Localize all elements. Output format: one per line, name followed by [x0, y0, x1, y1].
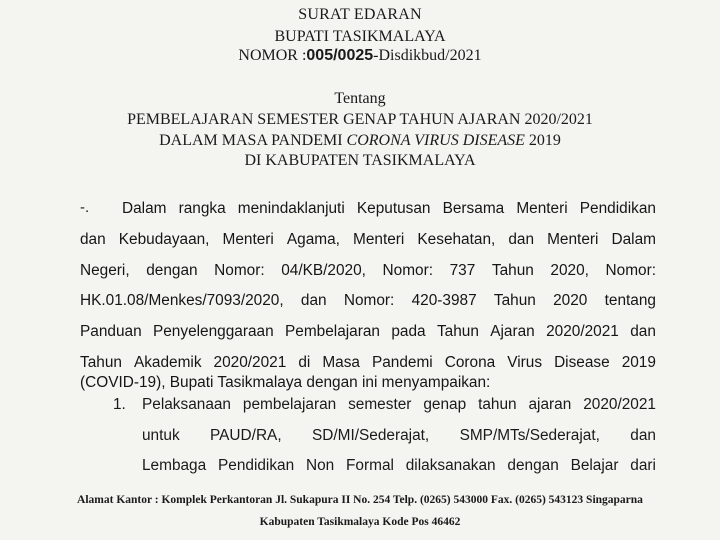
paragraph-line: Negeri, dengan Nomor: 04/KB/2020, Nomor: 737 Tahun 2020, Nomor: [80, 262, 656, 279]
subject-line-2-prefix: DALAM MASA PANDEMI [159, 132, 347, 149]
list-item-line: Pelaksanaan pembelajaran semester genap tahun ajaran 2020/2021 [142, 396, 656, 413]
list-item-number: 1. [113, 396, 126, 413]
subject-line-1: PEMBELAJARAN SEMESTER GENAP TAHUN AJARAN 2020/2021 [127, 111, 593, 128]
subject-line-2-suffix: 2019 [524, 132, 561, 149]
letter-title: SURAT EDARAN [298, 6, 422, 23]
subject-line-3: DI KABUPATEN TASIKMALAYA [244, 152, 476, 169]
list-item-line: Lembaga Pendidikan Non Formal dilaksanakan dengan Belajar dari [142, 457, 656, 474]
subject-line-2 [0, 132, 720, 150]
footer-city: Kabupaten Tasikmalaya Kode Pos 46462 [259, 516, 461, 528]
paragraph-marker: -. [80, 199, 90, 216]
issuer: BUPATI TASIKMALAYA [274, 28, 446, 45]
subject-line-2-italic: CORONA VIRUS DISEASE [346, 132, 525, 149]
nomor-label: NOMOR : [238, 47, 307, 64]
paragraph-line: Panduan Penyelenggaraan Pembelajaran pada Tahun Ajaran 2020/2021 dan [80, 323, 656, 340]
footer-address: Alamat Kantor : Komplek Perkantoran Jl. Sukapura II No. 254 Telp. (0265) 543000 Fax. (0265) 543123 Singaparna [77, 494, 643, 506]
nomor-number: 005/0025 [306, 47, 374, 64]
paragraph-line: (COVID-19), Bupati Tasikmalaya dengan ini menyampaikan: [80, 374, 491, 391]
paragraph-line: Tahun Akademik 2020/2021 di Masa Pandemi Corona Virus Disease 2019 [80, 354, 656, 371]
paragraph-line: HK.01.08/Menkes/7093/2020, dan Nomor: 420-3987 Tahun 2020 tentang [80, 292, 656, 309]
list-item-line: untuk PAUD/RA, SD/MI/Sederajat, SMP/MTs/Sederajat, dan [142, 427, 656, 444]
paragraph-line: dan Kebudayaan, Menteri Agama, Menteri Kesehatan, dan Menteri Dalam [80, 231, 656, 248]
nomor-suffix: -Disdikbud/2021 [373, 47, 482, 64]
subject-label: Tentang [334, 90, 386, 107]
paragraph-line: Dalam rangka menindaklanjuti Keputusan Bersama Menteri Pendidikan [122, 200, 656, 217]
letter-number [0, 47, 720, 65]
